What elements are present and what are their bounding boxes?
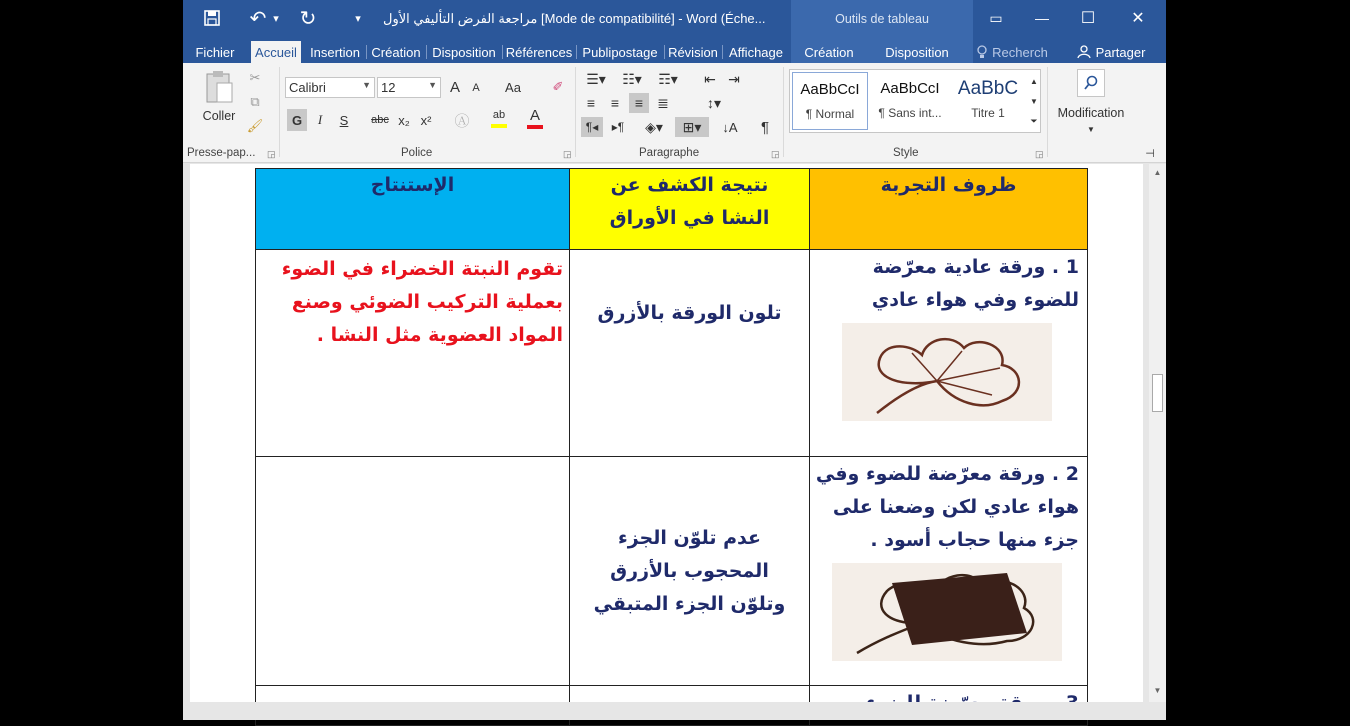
chevron-down-icon[interactable]: ▼ bbox=[1087, 124, 1095, 134]
bold-button[interactable]: G bbox=[287, 109, 307, 131]
maximize-button[interactable]: ☐ bbox=[1080, 10, 1096, 27]
close-button[interactable]: ✕ bbox=[1131, 10, 1145, 27]
clipboard-icon bbox=[204, 70, 234, 104]
condition-text: 1 . ورقة عادية معرّضة للضوء وفي هواء عادي bbox=[871, 256, 1079, 311]
group-separator bbox=[279, 67, 280, 157]
conditions-cell[interactable] bbox=[810, 457, 1088, 686]
borders-icon[interactable]: ⊞▾ bbox=[675, 117, 709, 137]
clipboard-group-label: Presse-pap... bbox=[187, 147, 256, 159]
search-icon[interactable] bbox=[1077, 69, 1105, 97]
ltr-direction-icon[interactable]: ▸¶ bbox=[611, 120, 625, 134]
numbering-icon[interactable]: ☷▾ bbox=[622, 70, 642, 87]
lightbulb-icon bbox=[976, 45, 988, 59]
status-bar bbox=[183, 702, 1166, 720]
styles-more-icon[interactable]: ⏷ bbox=[1030, 115, 1038, 126]
title-bar bbox=[183, 0, 1166, 38]
tab-references[interactable]: Références bbox=[505, 44, 573, 60]
experiment-table bbox=[255, 168, 1088, 726]
redo-icon[interactable]: ↻ bbox=[299, 7, 317, 30]
covered-leaf-drawing bbox=[832, 563, 1062, 661]
pin-ribbon-icon[interactable]: ⊣ bbox=[1145, 147, 1155, 160]
tell-me-search[interactable] bbox=[975, 41, 1049, 63]
paragraph-dialog-launcher[interactable]: ◲ bbox=[771, 149, 780, 159]
format-painter-icon[interactable]: 🖌 bbox=[246, 118, 264, 133]
style-no-spacing[interactable] bbox=[872, 72, 948, 130]
scroll-down-icon[interactable]: ▼ bbox=[1153, 685, 1162, 695]
strikethrough-button[interactable]: abc bbox=[371, 114, 389, 126]
clipboard-dialog-launcher[interactable]: ◲ bbox=[267, 149, 276, 159]
group-separator bbox=[783, 67, 784, 157]
tab-insertion[interactable]: Insertion bbox=[310, 44, 360, 60]
header-conclusion[interactable]: الإستنتاج bbox=[256, 169, 570, 250]
copy-icon[interactable]: ⧉ bbox=[250, 94, 260, 109]
scroll-up-icon[interactable]: ▲ bbox=[1153, 167, 1162, 177]
align-center-icon[interactable]: ≡ bbox=[610, 95, 620, 111]
font-name-value: Calibri bbox=[289, 80, 326, 95]
tab-table-creation[interactable]: Création bbox=[804, 44, 854, 60]
minimize-button[interactable]: — bbox=[1035, 10, 1049, 26]
result-cell[interactable]: تلون الورقة بالأزرق bbox=[570, 250, 810, 457]
shrink-font-button[interactable]: A bbox=[472, 82, 480, 94]
highlight-letter: ab bbox=[492, 109, 506, 121]
chevron-down-icon: ▼ bbox=[428, 80, 437, 90]
header-result[interactable]: نتيجة الكشف عن النشا في الأوراق bbox=[570, 169, 810, 250]
styles-dialog-launcher[interactable]: ◲ bbox=[1035, 149, 1044, 159]
shading-icon[interactable]: ◈▾ bbox=[645, 118, 663, 135]
group-separator bbox=[1047, 67, 1048, 157]
grow-font-button[interactable]: A bbox=[449, 78, 460, 96]
editing-button[interactable]: Modification bbox=[1057, 106, 1125, 120]
undo-icon[interactable]: ↶ bbox=[249, 7, 267, 30]
leaf-drawing bbox=[842, 323, 1052, 421]
table-row bbox=[256, 457, 1088, 686]
align-left-icon[interactable]: ≡ bbox=[586, 95, 596, 111]
style-preview: AaBbCcI bbox=[880, 80, 940, 97]
rtl-direction-icon[interactable]: ¶◂ bbox=[581, 117, 603, 137]
header-conditions[interactable]: ظروف التجربة bbox=[810, 169, 1088, 250]
style-name: Titre 1 bbox=[971, 106, 1005, 120]
italic-button[interactable]: I bbox=[317, 112, 323, 127]
tab-table-disposition[interactable]: Disposition bbox=[885, 44, 949, 60]
tab-accueil[interactable]: Accueil bbox=[251, 41, 301, 63]
tab-publipostage[interactable]: Publipostage bbox=[582, 44, 658, 60]
decrease-indent-icon[interactable]: ⇤ bbox=[704, 70, 716, 87]
customize-toolbar-icon[interactable]: ▾ bbox=[355, 12, 361, 25]
save-icon[interactable] bbox=[197, 0, 227, 36]
underline-button[interactable]: S bbox=[339, 112, 349, 128]
tab-separator bbox=[366, 45, 367, 59]
highlight-swatch bbox=[491, 124, 507, 128]
style-heading-1[interactable] bbox=[950, 72, 1026, 130]
font-dialog-launcher[interactable]: ◲ bbox=[563, 149, 572, 159]
person-icon bbox=[1077, 45, 1091, 59]
document-area bbox=[183, 164, 1149, 702]
styles-gallery bbox=[789, 69, 1041, 133]
tab-separator bbox=[576, 45, 577, 59]
styles-scroll-down-icon[interactable]: ▼ bbox=[1030, 96, 1038, 106]
justify-icon[interactable]: ≣ bbox=[657, 94, 669, 111]
conclusion-cell[interactable]: تقوم النبتة الخضراء في الضوء بعملية التركيب الضوئي وصنع المواد العضوية مثل النشا . bbox=[256, 250, 570, 457]
style-preview: AaBbCcI bbox=[800, 81, 860, 98]
conditions-cell[interactable] bbox=[810, 250, 1088, 457]
tab-separator bbox=[502, 45, 503, 59]
multilevel-list-icon[interactable]: ☶▾ bbox=[658, 70, 678, 87]
chevron-down-icon: ▼ bbox=[362, 80, 371, 90]
tab-fichier[interactable]: Fichier bbox=[195, 44, 235, 60]
superscript-button[interactable]: x² bbox=[420, 112, 432, 128]
bullets-icon[interactable]: ☰▾ bbox=[586, 70, 606, 87]
font-group-label: Police bbox=[401, 147, 433, 159]
tab-separator bbox=[664, 45, 665, 59]
font-name-combo[interactable] bbox=[285, 77, 375, 98]
table-tools-context-header: Outils de tableau bbox=[791, 0, 973, 38]
word-window bbox=[183, 0, 1166, 720]
undo-dropdown-icon[interactable]: ▾ bbox=[273, 12, 279, 25]
paste-button[interactable] bbox=[197, 69, 241, 105]
result-cell[interactable]: عدم تلوّن الجزء المحجوب بالأزرق وتلوّن الجزء المتبقي bbox=[570, 457, 810, 686]
styles-group-label: Style bbox=[893, 147, 919, 159]
condition-text: 2 . ورقة معرّضة للضوء وفي هواء عادي لكن وضعنا على جزء منها حجاب أسود . bbox=[815, 463, 1079, 551]
tell-me-label: Recherch bbox=[992, 44, 1048, 60]
paste-label[interactable]: Coller bbox=[202, 109, 236, 123]
tab-affichage[interactable]: Affichage bbox=[729, 44, 783, 60]
style-name: ¶ Sans int... bbox=[878, 106, 942, 120]
show-marks-button[interactable]: ¶ bbox=[760, 118, 770, 136]
align-right-icon[interactable]: ≡ bbox=[629, 93, 649, 113]
ribbon-display-options-icon[interactable]: ▭ bbox=[989, 9, 1003, 26]
font-color-swatch bbox=[527, 125, 543, 129]
paragraph-group-label: Paragraphe bbox=[639, 147, 700, 159]
tab-separator bbox=[426, 45, 427, 59]
table-row bbox=[256, 250, 1088, 457]
cut-icon[interactable]: ✂ bbox=[249, 70, 261, 85]
line-spacing-icon[interactable]: ↕▾ bbox=[706, 94, 722, 111]
style-name: ¶ Normal bbox=[805, 107, 855, 121]
style-normal[interactable] bbox=[792, 72, 868, 130]
font-color-button[interactable] bbox=[523, 107, 547, 131]
increase-indent-icon[interactable]: ⇥ bbox=[728, 70, 740, 87]
highlight-color-button[interactable] bbox=[487, 107, 511, 131]
document-page[interactable] bbox=[190, 164, 1143, 704]
tab-creation[interactable]: Création bbox=[371, 44, 421, 60]
tab-revision[interactable]: Révision bbox=[668, 44, 718, 60]
sort-icon[interactable]: ↓A bbox=[722, 119, 738, 135]
ribbon bbox=[183, 63, 1166, 163]
share-label: Partager bbox=[1095, 44, 1146, 60]
font-size-combo[interactable] bbox=[377, 77, 441, 98]
styles-scroll-up-icon[interactable]: ▲ bbox=[1030, 76, 1038, 86]
scrollbar-thumb[interactable] bbox=[1152, 374, 1163, 412]
font-color-letter: A bbox=[529, 107, 540, 124]
document-title: مراجعة الفرض التأليفي الأول [Mode de compatibilité] - Word (Éche... bbox=[383, 11, 766, 26]
vertical-scrollbar[interactable] bbox=[1149, 164, 1166, 702]
tab-disposition[interactable]: Disposition bbox=[432, 44, 496, 60]
tab-separator bbox=[722, 45, 723, 59]
clear-formatting-icon[interactable]: ✐ bbox=[552, 79, 564, 94]
style-preview: AaBbC bbox=[957, 78, 1019, 99]
subscript-button[interactable]: x₂ bbox=[398, 112, 410, 128]
conclusion-cell[interactable] bbox=[256, 457, 570, 686]
share-button[interactable] bbox=[1071, 41, 1151, 63]
text-effects-icon[interactable]: Ⓐ bbox=[454, 112, 470, 130]
ribbon-tabs bbox=[183, 38, 1166, 63]
table-header-row bbox=[256, 169, 1088, 250]
change-case-button[interactable]: Aa bbox=[505, 79, 521, 95]
font-size-value: 12 bbox=[381, 80, 396, 95]
group-separator bbox=[575, 67, 576, 157]
